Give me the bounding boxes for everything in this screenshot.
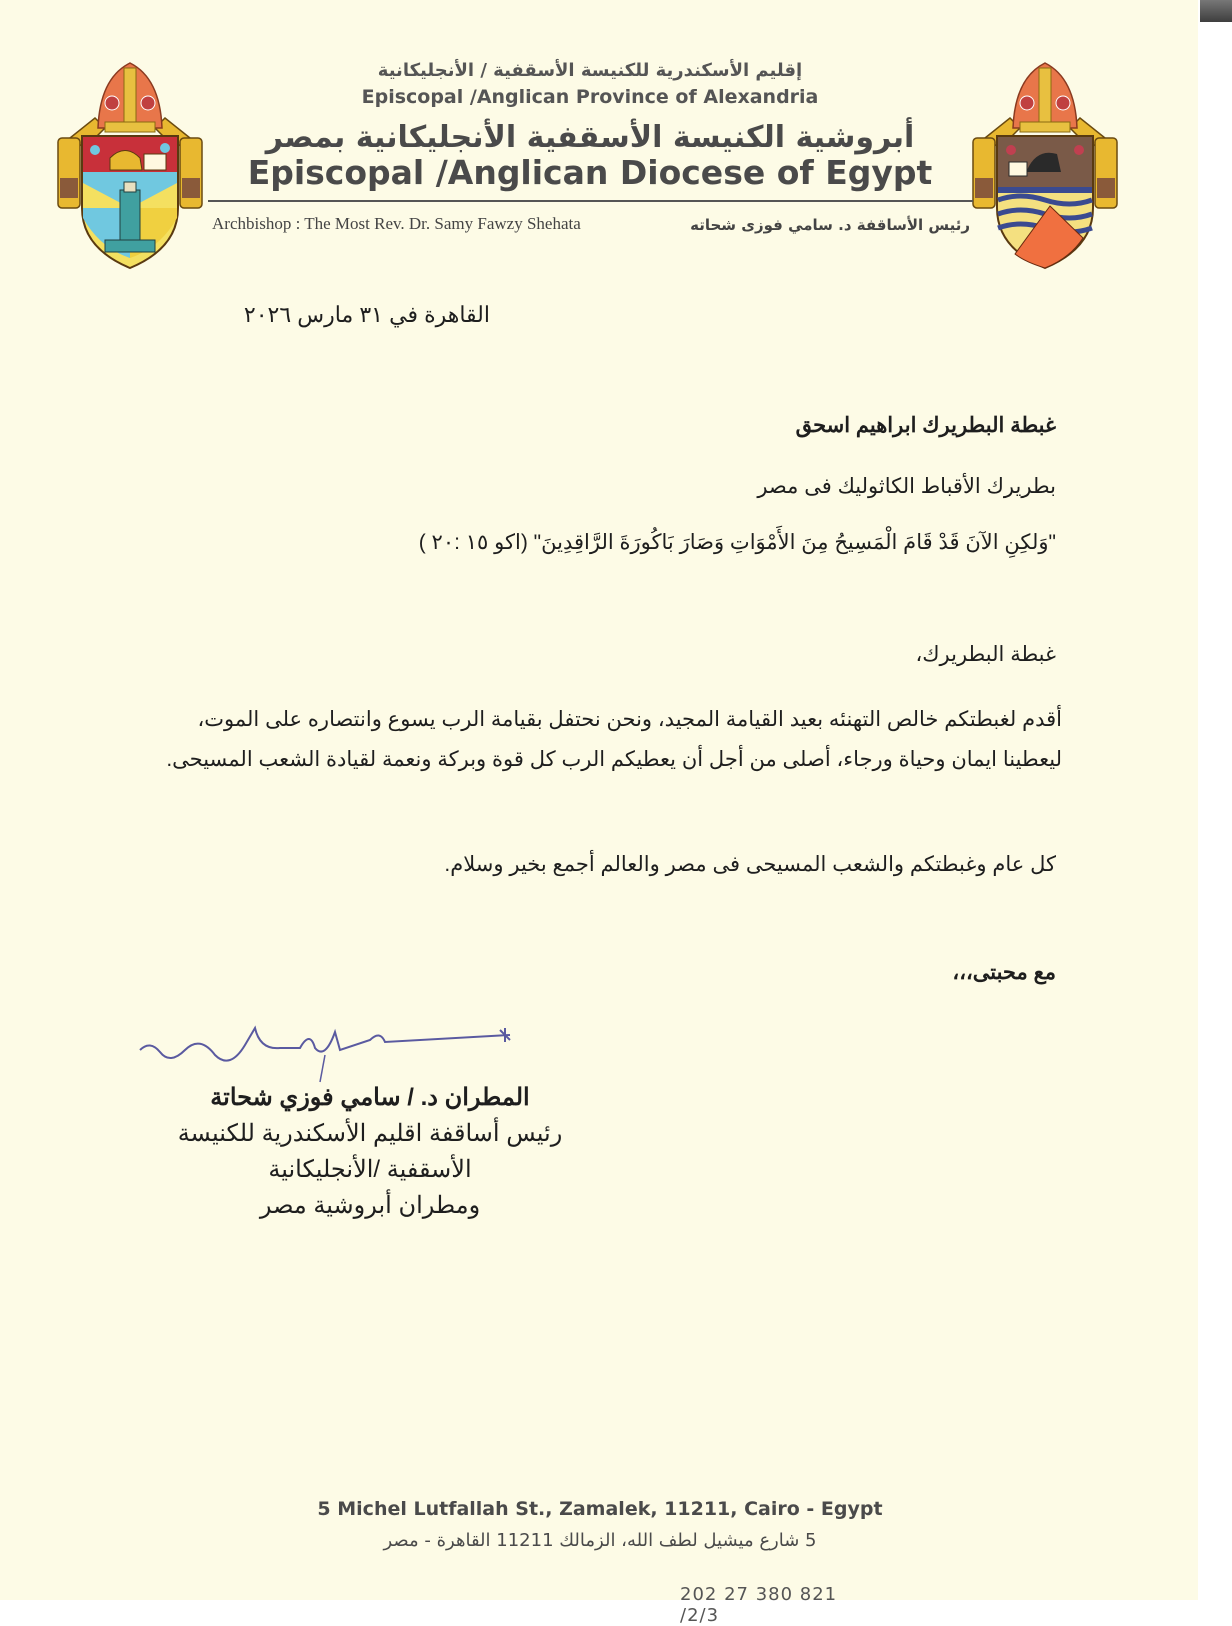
- province-name-arabic: إقليم الأسكندرية للكنيسة الأسقفية / الأنجليكانية: [377, 60, 803, 81]
- recipient-name: غبطة البطريرك ابراهيم اسحق: [795, 414, 1056, 437]
- letterhead-divider: [208, 200, 973, 202]
- wishes-line: كل عام وغبطتكم والشعب المسيحى فى مصر والعالم أجمع بخير وسلام.: [444, 853, 1056, 876]
- signatory-title-line: الأسقفية /الأنجليكانية: [268, 1156, 472, 1183]
- footer-phone: 202 27 380 821 /2/3: [680, 1584, 838, 1626]
- signatory-title-line: ومطران أبروشية مصر: [259, 1192, 481, 1219]
- signatory-title-line: رئيس أساقفة اقليم الأسكندرية للكنيسة: [177, 1120, 563, 1147]
- archbishop-english: Archbishop : The Most Rev. Dr. Samy Fawzy Shehata: [212, 214, 581, 233]
- archbishop-arabic: رئيس الأساقفة د. سامي فوزى شحاته: [690, 216, 970, 234]
- scripture-verse: "وَلكِنِ الآنَ قَدْ قَامَ الْمَسِيحُ مِنَ الأَمْوَاتِ وَصَارَ بَاكُورَةَ الرَّاقِدِينَ" (اكو ١٥ :٢٠ ): [418, 531, 1056, 554]
- paragraph-line: ليعطينا ايمان وحياة ورجاء، أصلى من أجل أن يعطيكم الرب كل قوة وبركة ونعمة لقيادة الشعب المسيحى.: [166, 748, 1062, 771]
- letter-body-paragraph: [122, 700, 1062, 780]
- salutation: غبطة البطريرك،: [915, 643, 1056, 666]
- closing-line: مع محبتى،،،: [952, 961, 1056, 984]
- letter-date: القاهرة في ٣١ مارس ٢٠٢٦: [243, 302, 490, 327]
- diocese-name-english: Episcopal /Anglican Diocese of Egypt: [247, 153, 933, 192]
- signatory-name: المطران د. / سامي فوزي شحاتة: [210, 1084, 530, 1111]
- diocese-of-egypt-crest-icon: [965, 58, 1125, 273]
- diocese-name-arabic: أبروشية الكنيسة الأسقفية الأنجليكانية بمصر: [265, 120, 915, 155]
- footer-address-english: 5 Michel Lutfallah St., Zamalek, 11211, Cairo - Egypt: [317, 1498, 883, 1520]
- signature-block: [160, 1080, 580, 1224]
- scan-edge-strip: [1200, 0, 1232, 22]
- province-name-english: Episcopal /Anglican Province of Alexandria: [361, 86, 819, 108]
- paragraph-line: أقدم لغبطتكم خالص التهنئه بعيد القيامة المجيد، ونحن نحتفل بقيامة الرب يسوع وانتصاره على الموت،: [197, 708, 1062, 731]
- recipient-title: بطريرك الأقباط الكاثوليك فى مصر: [757, 475, 1056, 498]
- handwritten-signature-icon: [130, 1010, 530, 1085]
- province-of-alexandria-crest-icon: [50, 58, 210, 273]
- footer-address-arabic: 5 شارع ميشيل لطف الله، الزمالك 11211 القاهرة - مصر: [383, 1530, 817, 1551]
